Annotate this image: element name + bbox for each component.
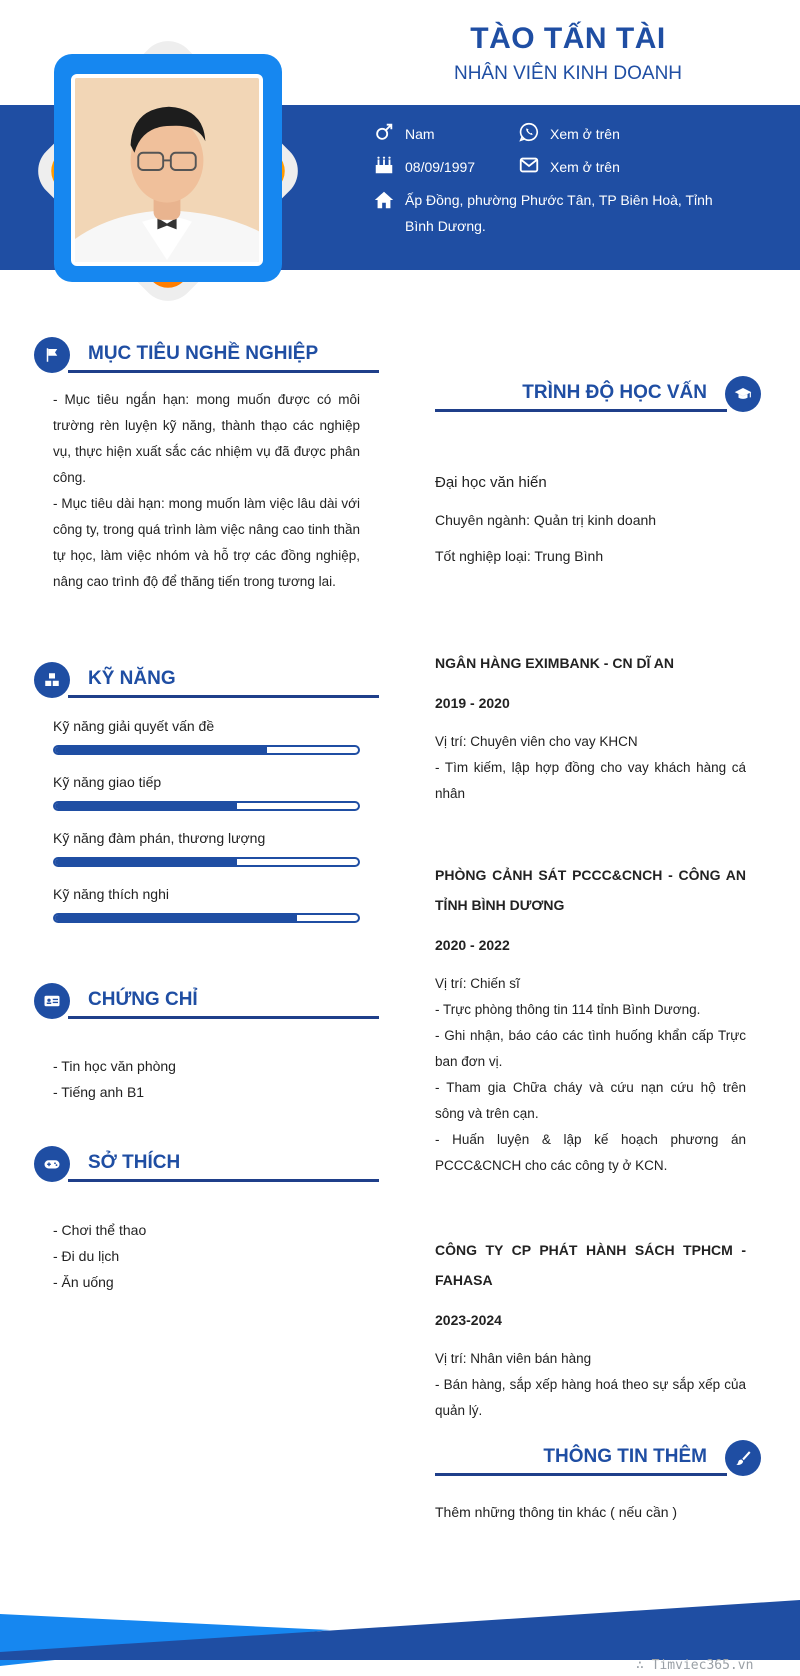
skill-bar (53, 913, 360, 923)
skill-label: Kỹ năng đàm phán, thương lượng (53, 830, 266, 846)
skill-label: Kỹ năng giải quyết vấn đề (53, 718, 215, 734)
home-icon (373, 189, 395, 211)
certificate-item: - Tin học văn phòng (53, 1058, 176, 1074)
paint-brush-icon (725, 1440, 761, 1476)
skill-label: Kỹ năng giao tiếp (53, 774, 162, 790)
experience-line: - Ghi nhận, báo cáo các tình huống khẩn cấp Trực ban đơn vị. (435, 1028, 746, 1069)
birthday-value: 08/09/1997 (405, 159, 476, 175)
experience-period: 2019 - 2020 (435, 695, 510, 711)
address-value: Ấp Đồng, phường Phước Tân, TP Biên Hoà, Tỉnh Bình Dương. (405, 192, 713, 234)
section-certificates (34, 983, 379, 1023)
extra-info-title: THÔNG TIN THÊM (543, 1446, 707, 1467)
skill-bar (53, 745, 360, 755)
experience-period: 2020 - 2022 (435, 937, 510, 953)
experience-line: Vị trí: Chiến sĩ (435, 976, 520, 991)
watermark-text: Timviec365.vn (651, 1658, 754, 1673)
experience-company: CÔNG TY CP PHÁT HÀNH SÁCH TPHCM - FAHASA (435, 1242, 746, 1288)
extra-info-text: Thêm những thông tin khác ( nếu cần ) (435, 1504, 678, 1520)
skill-bar (53, 801, 360, 811)
experience-line: - Trực phòng thông tin 114 tỉnh Bình Dương. (435, 1002, 701, 1017)
section-education (435, 376, 761, 416)
experience-period: 2023-2024 (435, 1312, 502, 1328)
contact-birthday (373, 154, 475, 180)
cubes-icon (34, 662, 70, 698)
career-goal-title: MỤC TIÊU NGHỀ NGHIỆP (88, 343, 319, 364)
contact-gender (373, 121, 435, 147)
education-grade: Tốt nghiệp loại: Trung Bình (435, 548, 604, 564)
experience-line: Vị trí: Chuyên viên cho vay KHCN (435, 734, 638, 749)
experience-details (435, 971, 746, 1179)
watermark: ∴ Timviec365.vn (636, 1658, 754, 1673)
experience-line: - Tìm kiếm, lập hợp đồng cho vay khách hàng cá nhân (435, 760, 746, 801)
education-school: Đại học văn hiến (435, 474, 547, 491)
hobby-item: - Đi du lịch (53, 1248, 120, 1264)
experience-line: Vị trí: Nhân viên bán hàng (435, 1351, 592, 1366)
contact-address (373, 193, 743, 239)
candidate-name: TÀO TẤN TÀI (470, 22, 666, 55)
email-value: Xem ở trên (550, 159, 620, 175)
contact-phone (518, 121, 620, 147)
experience-details (435, 1346, 746, 1424)
section-career-goal (34, 337, 379, 377)
flag-icon (34, 337, 70, 373)
hobbies-title: SỞ THÍCH (88, 1152, 181, 1173)
graduation-cap-icon (725, 376, 761, 412)
phone-value: Xem ở trên (550, 126, 620, 142)
experience-line: - Bán hàng, sắp xếp hàng hoá theo sự sắp xếp của quản lý. (435, 1377, 746, 1418)
career-goal-short-term: - Mục tiêu ngắn hạn: mong muốn được có môi trường rèn luyện kỹ năng, thành thạo các nghiệp vụ, thực hiện xuất sắc các nhiệm vụ đã được phân công. (53, 392, 360, 485)
experience-line: - Huấn luyện & lập kế hoạch phương án PCCC&CNCH cho các công ty ở KCN. (435, 1132, 746, 1173)
id-card-icon (34, 983, 70, 1019)
education-major: Chuyên ngành: Quản trị kinh doanh (435, 512, 657, 528)
birthday-cake-icon (373, 154, 395, 176)
contact-email (518, 154, 620, 180)
skill-bar (53, 857, 360, 867)
hobby-item: - Chơi thể thao (53, 1222, 147, 1238)
certificate-item: - Tiếng anh B1 (53, 1084, 145, 1100)
section-extra-info (435, 1440, 761, 1480)
education-title: TRÌNH ĐỘ HỌC VẤN (522, 382, 707, 403)
candidate-job-title: NHÂN VIÊN KINH DOANH (453, 63, 683, 84)
phone-icon (518, 121, 540, 143)
certificates-title: CHỨNG CHỈ (88, 989, 198, 1010)
experience-details (435, 729, 746, 807)
profile-photo (71, 74, 263, 266)
experience-company: NGÂN HÀNG EXIMBANK - CN DĨ AN (435, 655, 675, 671)
section-skills (34, 662, 379, 702)
gamepad-icon (34, 1146, 70, 1182)
skills-title: KỸ NĂNG (88, 668, 176, 689)
email-icon (518, 154, 540, 176)
experience-line: - Tham gia Chữa cháy và cứu nạn cứu hộ trên sông và trên cạn. (435, 1080, 746, 1121)
career-goal-text (53, 387, 360, 595)
section-hobbies (34, 1146, 379, 1186)
gender-value: Nam (405, 126, 435, 142)
skill-label: Kỹ năng thích nghi (53, 886, 169, 902)
experience-company: PHÒNG CẢNH SÁT PCCC&CNCH - CÔNG AN TỈNH BÌNH DƯƠNG (435, 867, 746, 913)
career-goal-long-term: - Mục tiêu dài hạn: mong muốn làm việc lâu dài với công ty, trong quá trình làm việc nâng cao tinh thần tự học, làm việc nhóm và hỗ trợ các đồng nghiệp, nâng cao trình độ để thăng tiến trong tương lai. (53, 496, 360, 589)
gender-icon (373, 121, 395, 143)
profile-photo-frame (25, 28, 310, 313)
hobby-item: - Ăn uống (53, 1274, 114, 1290)
